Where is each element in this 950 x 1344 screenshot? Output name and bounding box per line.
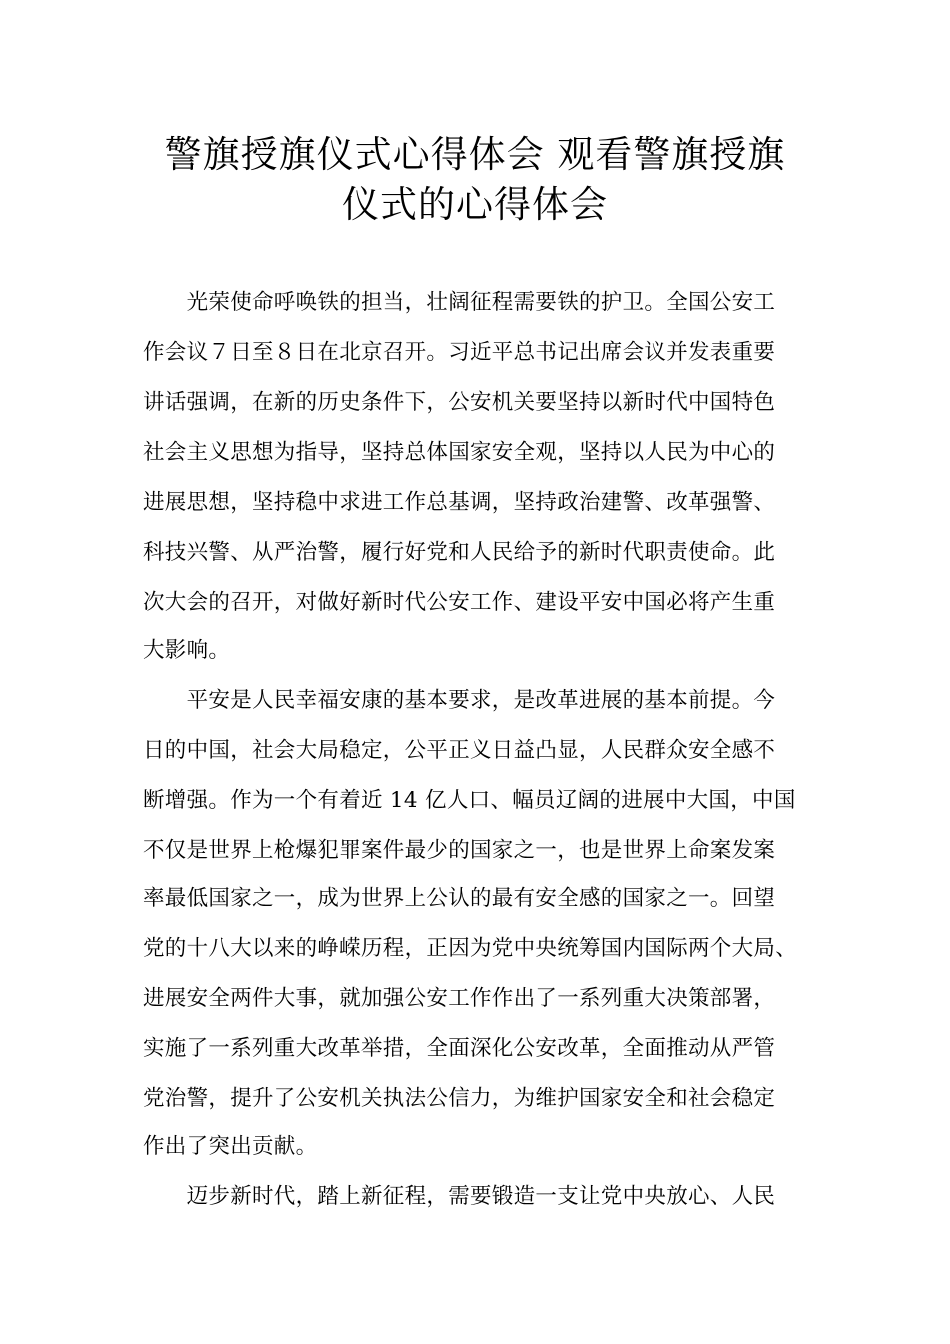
- body-text-line: 作会议７日至８日在北京召开。习近平总书记出席会议并发表重要: [143, 340, 776, 365]
- body-text-line: 光荣使命呼唤铁的担当，壮阔征程需要铁的护卫。全国公安工: [143, 290, 776, 315]
- body-text-line: 日的中国，社会大局稳定，公平正义日益凸显，人民群众安全感不: [143, 738, 776, 763]
- body-text-line: 进展思想，坚持稳中求进工作总基调，坚持政治建警、改革强警、: [143, 490, 776, 515]
- body-text-line: 党治警，提升了公安机关执法公信力，为维护国家安全和社会稳定: [143, 1086, 776, 1111]
- body-text-line: 社会主义思想为指导，坚持总体国家安全观，坚持以人民为中心的: [143, 440, 776, 465]
- document-title-line-2: 仪式的心得体会: [342, 183, 608, 226]
- body-text-line: 科技兴警、从严治警，履行好党和人民给予的新时代职责使命。此: [143, 540, 776, 565]
- document-title-line-1: 警旗授旗仪式心得体会 观看警旗授旗: [164, 133, 786, 176]
- body-text-line: 作出了突出贡献。: [143, 1134, 318, 1159]
- body-text-line: 迈步新时代，踏上新征程，需要锻造一支让党中央放心、人民: [143, 1184, 776, 1209]
- body-text-line: 讲话强调，在新的历史条件下，公安机关要坚持以新时代中国特色: [143, 390, 776, 415]
- body-text-line: 次大会的召开，对做好新时代公安工作、建设平安中国必将产生重: [143, 590, 776, 615]
- body-text-line: 率最低国家之一，成为世界上公认的最有安全感的国家之一。回望: [143, 886, 776, 911]
- body-text-line: 大影响。: [143, 638, 231, 663]
- body-text-line: 不仅是世界上枪爆犯罪案件最少的国家之一，也是世界上命案发案: [143, 838, 776, 863]
- body-text-line: 党的十八大以来的峥嵘历程，正因为党中央统筹国内国际两个大局、: [143, 936, 798, 961]
- body-text-line: 进展安全两件大事，就加强公安工作作出了一系列重大决策部署，: [143, 986, 776, 1011]
- body-text-line: 实施了一系列重大改革举措，全面深化公安改革，全面推动从严管: [143, 1036, 776, 1061]
- body-text-line: 断增强。作为一个有着近 14 亿人口、幅员辽阔的进展中大国，中国: [143, 788, 796, 813]
- body-text-line: 平安是人民幸福安康的基本要求，是改革进展的基本前提。今: [143, 688, 776, 713]
